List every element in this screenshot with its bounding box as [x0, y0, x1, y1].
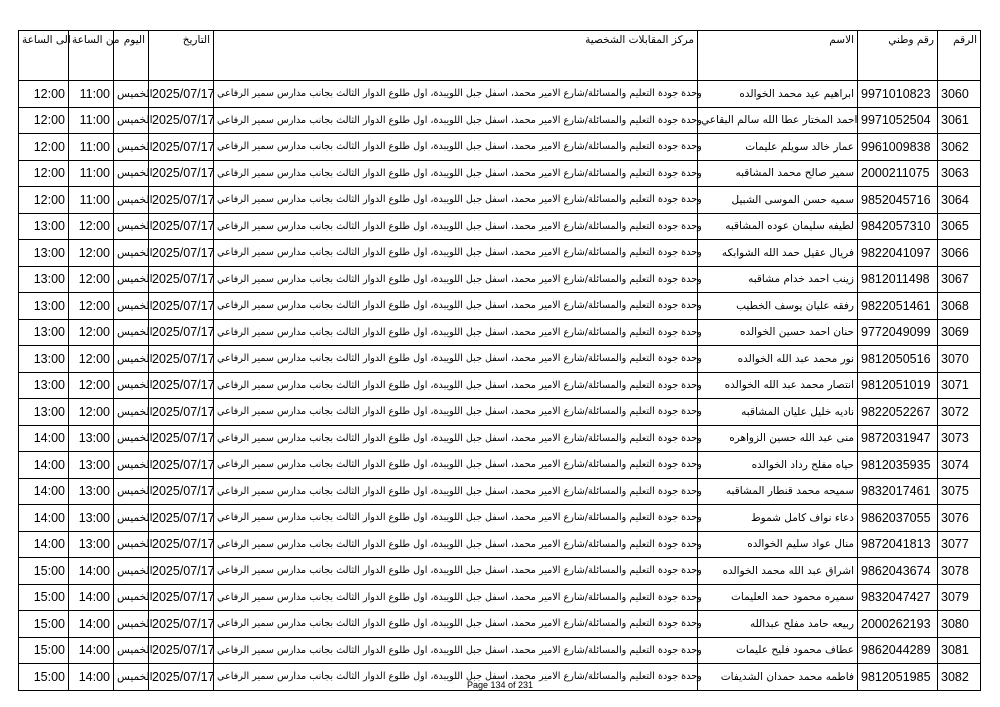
cell-from-time: 12:00	[69, 346, 114, 373]
table-row	[19, 240, 981, 267]
header-national-id: رقم وطني	[858, 31, 938, 81]
cell-date: 2025/07/17	[149, 213, 214, 240]
cell-national-id: 9812051019	[858, 372, 938, 399]
table-row	[19, 81, 981, 108]
cell-national-id: 9842057310	[858, 213, 938, 240]
cell-center: وحدة جودة التعليم والمسائلة/شارع الامير محمد، اسفل جبل اللويبدة، اول طلوع الدوار الثالث بجانب مدارس سمير الرفاعي	[214, 637, 698, 664]
cell-national-id: 9812050516	[858, 346, 938, 373]
cell-day: الخميس	[114, 558, 149, 585]
cell-to-time: 13:00	[19, 293, 69, 320]
cell-to-time: 12:00	[19, 107, 69, 134]
table-row	[19, 505, 981, 532]
cell-name: عطاف محمود فليح عليمات	[698, 637, 858, 664]
cell-center: وحدة جودة التعليم والمسائلة/شارع الامير محمد، اسفل جبل اللويبدة، اول طلوع الدوار الثالث بجانب مدارس سمير الرفاعي	[214, 293, 698, 320]
cell-national-id: 9812051985	[858, 664, 938, 691]
cell-center: وحدة جودة التعليم والمسائلة/شارع الامير محمد، اسفل جبل اللويبدة، اول طلوع الدوار الثالث بجانب مدارس سمير الرفاعي	[214, 240, 698, 267]
cell-seq: 3063	[938, 160, 981, 187]
cell-name: فاطمه محمد حمدان الشديفات	[698, 664, 858, 691]
cell-from-time: 13:00	[69, 478, 114, 505]
cell-to-time: 12:00	[19, 81, 69, 108]
table-row	[19, 319, 981, 346]
cell-center: وحدة جودة التعليم والمسائلة/شارع الامير محمد، اسفل جبل اللويبدة، اول طلوع الدوار الثالث بجانب مدارس سمير الرفاعي	[214, 346, 698, 373]
cell-to-time: 15:00	[19, 558, 69, 585]
cell-day: الخميس	[114, 346, 149, 373]
header-to-time: الى الساعة	[19, 31, 69, 81]
cell-national-id: 9862044289	[858, 637, 938, 664]
cell-national-id: 9862037055	[858, 505, 938, 532]
cell-date: 2025/07/17	[149, 134, 214, 161]
cell-center: وحدة جودة التعليم والمسائلة/شارع الامير محمد، اسفل جبل اللويبدة، اول طلوع الدوار الثالث بجانب مدارس سمير الرفاعي	[214, 187, 698, 214]
cell-date: 2025/07/17	[149, 584, 214, 611]
cell-to-time: 13:00	[19, 346, 69, 373]
cell-center: وحدة جودة التعليم والمسائلة/شارع الامير محمد، اسفل جبل اللويبدة، اول طلوع الدوار الثالث بجانب مدارس سمير الرفاعي	[214, 584, 698, 611]
cell-to-time: 15:00	[19, 584, 69, 611]
cell-day: الخميس	[114, 425, 149, 452]
cell-to-time: 14:00	[19, 505, 69, 532]
cell-center: وحدة جودة التعليم والمسائلة/شارع الامير محمد، اسفل جبل اللويبدة، اول طلوع الدوار الثالث بجانب مدارس سمير الرفاعي	[214, 160, 698, 187]
cell-from-time: 13:00	[69, 452, 114, 479]
table-row	[19, 425, 981, 452]
cell-center: وحدة جودة التعليم والمسائلة/شارع الامير محمد، اسفل جبل اللويبدة، اول طلوع الدوار الثالث بجانب مدارس سمير الرفاعي	[214, 107, 698, 134]
cell-day: الخميس	[114, 319, 149, 346]
cell-from-time: 11:00	[69, 134, 114, 161]
cell-from-time: 12:00	[69, 240, 114, 267]
table-row	[19, 134, 981, 161]
table-row	[19, 372, 981, 399]
cell-date: 2025/07/17	[149, 266, 214, 293]
cell-to-time: 13:00	[19, 319, 69, 346]
cell-name: سميره محمود حمد العليمات	[698, 584, 858, 611]
cell-to-time: 13:00	[19, 213, 69, 240]
cell-national-id: 9822041097	[858, 240, 938, 267]
cell-date: 2025/07/17	[149, 611, 214, 638]
cell-national-id: 9822052267	[858, 399, 938, 426]
cell-name: سميحه محمد قنطار المشاقبه	[698, 478, 858, 505]
cell-from-time: 12:00	[69, 266, 114, 293]
cell-name: ابراهيم عيد محمد الخوالده	[698, 81, 858, 108]
cell-day: الخميس	[114, 584, 149, 611]
cell-date: 2025/07/17	[149, 425, 214, 452]
cell-name: سميه حسن الموسى الشبيل	[698, 187, 858, 214]
cell-day: الخميس	[114, 187, 149, 214]
cell-from-time: 11:00	[69, 81, 114, 108]
cell-center: وحدة جودة التعليم والمسائلة/شارع الامير محمد، اسفل جبل اللويبدة، اول طلوع الدوار الثالث بجانب مدارس سمير الرفاعي	[214, 664, 698, 691]
cell-day: الخميس	[114, 611, 149, 638]
table-row	[19, 584, 981, 611]
cell-day: الخميس	[114, 372, 149, 399]
cell-date: 2025/07/17	[149, 452, 214, 479]
cell-to-time: 14:00	[19, 478, 69, 505]
table-row	[19, 558, 981, 585]
cell-date: 2025/07/17	[149, 637, 214, 664]
cell-from-time: 11:00	[69, 187, 114, 214]
table-row	[19, 637, 981, 664]
table-row	[19, 213, 981, 240]
cell-day: الخميس	[114, 664, 149, 691]
cell-center: وحدة جودة التعليم والمسائلة/شارع الامير محمد، اسفل جبل اللويبدة، اول طلوع الدوار الثالث بجانب مدارس سمير الرفاعي	[214, 372, 698, 399]
cell-from-time: 14:00	[69, 664, 114, 691]
cell-date: 2025/07/17	[149, 372, 214, 399]
cell-date: 2025/07/17	[149, 664, 214, 691]
cell-day: الخميس	[114, 81, 149, 108]
cell-from-time: 13:00	[69, 531, 114, 558]
cell-national-id: 9852045716	[858, 187, 938, 214]
table-row	[19, 399, 981, 426]
cell-national-id: 9862043674	[858, 558, 938, 585]
header-day: اليوم	[114, 31, 149, 81]
cell-from-time: 12:00	[69, 372, 114, 399]
cell-seq: 3068	[938, 293, 981, 320]
cell-day: الخميس	[114, 399, 149, 426]
cell-seq: 3081	[938, 637, 981, 664]
cell-from-time: 12:00	[69, 399, 114, 426]
cell-date: 2025/07/17	[149, 293, 214, 320]
table-row	[19, 531, 981, 558]
cell-center: وحدة جودة التعليم والمسائلة/شارع الامير محمد، اسفل جبل اللويبدة، اول طلوع الدوار الثالث بجانب مدارس سمير الرفاعي	[214, 213, 698, 240]
cell-date: 2025/07/17	[149, 531, 214, 558]
cell-national-id: 9961009838	[858, 134, 938, 161]
cell-seq: 3062	[938, 134, 981, 161]
cell-seq: 3079	[938, 584, 981, 611]
cell-to-time: 12:00	[19, 160, 69, 187]
cell-name: نور محمد عبد الله الخوالده	[698, 346, 858, 373]
cell-from-time: 11:00	[69, 107, 114, 134]
header-seq: الرقم	[938, 31, 981, 81]
cell-seq: 3082	[938, 664, 981, 691]
cell-seq: 3061	[938, 107, 981, 134]
header-row	[19, 31, 981, 81]
cell-day: الخميس	[114, 160, 149, 187]
cell-from-time: 14:00	[69, 558, 114, 585]
cell-national-id: 9822051461	[858, 293, 938, 320]
cell-to-time: 13:00	[19, 399, 69, 426]
cell-name: دعاء نواف كامل شموط	[698, 505, 858, 532]
cell-day: الخميس	[114, 213, 149, 240]
header-center: مركز المقابلات الشخصية	[214, 31, 698, 81]
cell-center: وحدة جودة التعليم والمسائلة/شارع الامير محمد، اسفل جبل اللويبدة، اول طلوع الدوار الثالث بجانب مدارس سمير الرفاعي	[214, 505, 698, 532]
cell-national-id: 9832047427	[858, 584, 938, 611]
cell-day: الخميس	[114, 107, 149, 134]
cell-center: وحدة جودة التعليم والمسائلة/شارع الامير محمد، اسفل جبل اللويبدة، اول طلوع الدوار الثالث بجانب مدارس سمير الرفاعي	[214, 134, 698, 161]
cell-to-time: 15:00	[19, 664, 69, 691]
cell-center: وحدة جودة التعليم والمسائلة/شارع الامير محمد، اسفل جبل اللويبدة، اول طلوع الدوار الثالث بجانب مدارس سمير الرفاعي	[214, 478, 698, 505]
cell-center: وحدة جودة التعليم والمسائلة/شارع الامير محمد، اسفل جبل اللويبدة، اول طلوع الدوار الثالث بجانب مدارس سمير الرفاعي	[214, 425, 698, 452]
table-row	[19, 346, 981, 373]
cell-date: 2025/07/17	[149, 346, 214, 373]
cell-center: وحدة جودة التعليم والمسائلة/شارع الامير محمد، اسفل جبل اللويبدة، اول طلوع الدوار الثالث بجانب مدارس سمير الرفاعي	[214, 266, 698, 293]
cell-national-id: 9812035935	[858, 452, 938, 479]
cell-from-time: 11:00	[69, 160, 114, 187]
header-name: الاسم	[698, 31, 858, 81]
table-row	[19, 452, 981, 479]
cell-to-time: 15:00	[19, 611, 69, 638]
cell-seq: 3077	[938, 531, 981, 558]
cell-name: منى عبد الله حسين الزواهره	[698, 425, 858, 452]
cell-to-time: 14:00	[19, 425, 69, 452]
cell-day: الخميس	[114, 452, 149, 479]
cell-national-id: 9832017461	[858, 478, 938, 505]
table-row	[19, 611, 981, 638]
cell-from-time: 14:00	[69, 611, 114, 638]
cell-center: وحدة جودة التعليم والمسائلة/شارع الامير محمد، اسفل جبل اللويبدة، اول طلوع الدوار الثالث بجانب مدارس سمير الرفاعي	[214, 399, 698, 426]
cell-seq: 3073	[938, 425, 981, 452]
cell-name: فريال عقيل حمد الله الشوابكه	[698, 240, 858, 267]
cell-seq: 3078	[938, 558, 981, 585]
cell-to-time: 12:00	[19, 134, 69, 161]
cell-national-id: 9971010823	[858, 81, 938, 108]
cell-center: وحدة جودة التعليم والمسائلة/شارع الامير محمد، اسفل جبل اللويبدة، اول طلوع الدوار الثالث بجانب مدارس سمير الرفاعي	[214, 452, 698, 479]
cell-from-time: 13:00	[69, 425, 114, 452]
cell-day: الخميس	[114, 134, 149, 161]
cell-to-time: 12:00	[19, 187, 69, 214]
table-row	[19, 187, 981, 214]
cell-to-time: 13:00	[19, 240, 69, 267]
table-body	[19, 81, 981, 691]
cell-from-time: 14:00	[69, 584, 114, 611]
cell-date: 2025/07/17	[149, 160, 214, 187]
cell-seq: 3067	[938, 266, 981, 293]
cell-national-id: 2000262193	[858, 611, 938, 638]
cell-national-id: 9772049099	[858, 319, 938, 346]
table-row	[19, 478, 981, 505]
table-row	[19, 107, 981, 134]
cell-center: وحدة جودة التعليم والمسائلة/شارع الامير محمد، اسفل جبل اللويبدة، اول طلوع الدوار الثالث بجانب مدارس سمير الرفاعي	[214, 81, 698, 108]
cell-seq: 3075	[938, 478, 981, 505]
cell-name: عمار خالد سويلم عليمات	[698, 134, 858, 161]
cell-national-id: 2000211075	[858, 160, 938, 187]
cell-seq: 3066	[938, 240, 981, 267]
table-row	[19, 160, 981, 187]
cell-national-id: 9812011498	[858, 266, 938, 293]
cell-date: 2025/07/17	[149, 399, 214, 426]
cell-national-id: 9971052504	[858, 107, 938, 134]
cell-seq: 3074	[938, 452, 981, 479]
cell-name: منال عواد سليم الخوالده	[698, 531, 858, 558]
cell-day: الخميس	[114, 240, 149, 267]
cell-to-time: 13:00	[19, 372, 69, 399]
cell-from-time: 14:00	[69, 637, 114, 664]
cell-date: 2025/07/17	[149, 558, 214, 585]
cell-center: وحدة جودة التعليم والمسائلة/شارع الامير محمد، اسفل جبل اللويبدة، اول طلوع الدوار الثالث بجانب مدارس سمير الرفاعي	[214, 319, 698, 346]
cell-name: سمير صالح محمد المشاقبه	[698, 160, 858, 187]
cell-national-id: 9872031947	[858, 425, 938, 452]
cell-date: 2025/07/17	[149, 505, 214, 532]
cell-date: 2025/07/17	[149, 187, 214, 214]
cell-to-time: 14:00	[19, 531, 69, 558]
cell-name: احمد المختار عطا الله سالم البقاعي	[698, 107, 858, 134]
cell-seq: 3060	[938, 81, 981, 108]
cell-day: الخميس	[114, 531, 149, 558]
cell-national-id: 9872041813	[858, 531, 938, 558]
cell-day: الخميس	[114, 266, 149, 293]
cell-name: انتصار محمد عبد الله الخوالده	[698, 372, 858, 399]
cell-seq: 3069	[938, 319, 981, 346]
cell-center: وحدة جودة التعليم والمسائلة/شارع الامير محمد، اسفل جبل اللويبدة، اول طلوع الدوار الثالث بجانب مدارس سمير الرفاعي	[214, 531, 698, 558]
cell-from-time: 13:00	[69, 505, 114, 532]
cell-seq: 3071	[938, 372, 981, 399]
table-row	[19, 266, 981, 293]
cell-to-time: 13:00	[19, 266, 69, 293]
cell-date: 2025/07/17	[149, 240, 214, 267]
cell-seq: 3080	[938, 611, 981, 638]
cell-name: رفقه عليان يوسف الخطيب	[698, 293, 858, 320]
cell-seq: 3064	[938, 187, 981, 214]
cell-name: ناديه خليل عليان المشاقبه	[698, 399, 858, 426]
cell-name: اشراق عبد الله محمد الخوالده	[698, 558, 858, 585]
cell-to-time: 15:00	[19, 637, 69, 664]
interview-schedule-table	[18, 30, 981, 691]
cell-date: 2025/07/17	[149, 319, 214, 346]
cell-from-time: 12:00	[69, 319, 114, 346]
cell-name: ربيعه حامد مفلح عبدالله	[698, 611, 858, 638]
cell-date: 2025/07/17	[149, 107, 214, 134]
cell-name: حنان احمد حسين الخوالده	[698, 319, 858, 346]
page-number: Page 134 of 231	[466, 680, 534, 690]
cell-seq: 3070	[938, 346, 981, 373]
cell-center: وحدة جودة التعليم والمسائلة/شارع الامير محمد، اسفل جبل اللويبدة، اول طلوع الدوار الثالث بجانب مدارس سمير الرفاعي	[214, 611, 698, 638]
cell-seq: 3065	[938, 213, 981, 240]
cell-from-time: 12:00	[69, 293, 114, 320]
cell-center: وحدة جودة التعليم والمسائلة/شارع الامير محمد، اسفل جبل اللويبدة، اول طلوع الدوار الثالث بجانب مدارس سمير الرفاعي	[214, 558, 698, 585]
cell-name: لطيفه سليمان عوده المشاقبه	[698, 213, 858, 240]
cell-day: الخميس	[114, 293, 149, 320]
cell-to-time: 14:00	[19, 452, 69, 479]
cell-day: الخميس	[114, 637, 149, 664]
cell-name: زينب احمد خدام مشاقبه	[698, 266, 858, 293]
header-date: التاريخ	[149, 31, 214, 81]
cell-seq: 3072	[938, 399, 981, 426]
cell-day: الخميس	[114, 478, 149, 505]
cell-name: حياه مفلح رداد الخوالده	[698, 452, 858, 479]
cell-date: 2025/07/17	[149, 478, 214, 505]
cell-from-time: 12:00	[69, 213, 114, 240]
table-row	[19, 293, 981, 320]
cell-date: 2025/07/17	[149, 81, 214, 108]
cell-seq: 3076	[938, 505, 981, 532]
header-from-time: من الساعة	[69, 31, 114, 81]
cell-day: الخميس	[114, 505, 149, 532]
